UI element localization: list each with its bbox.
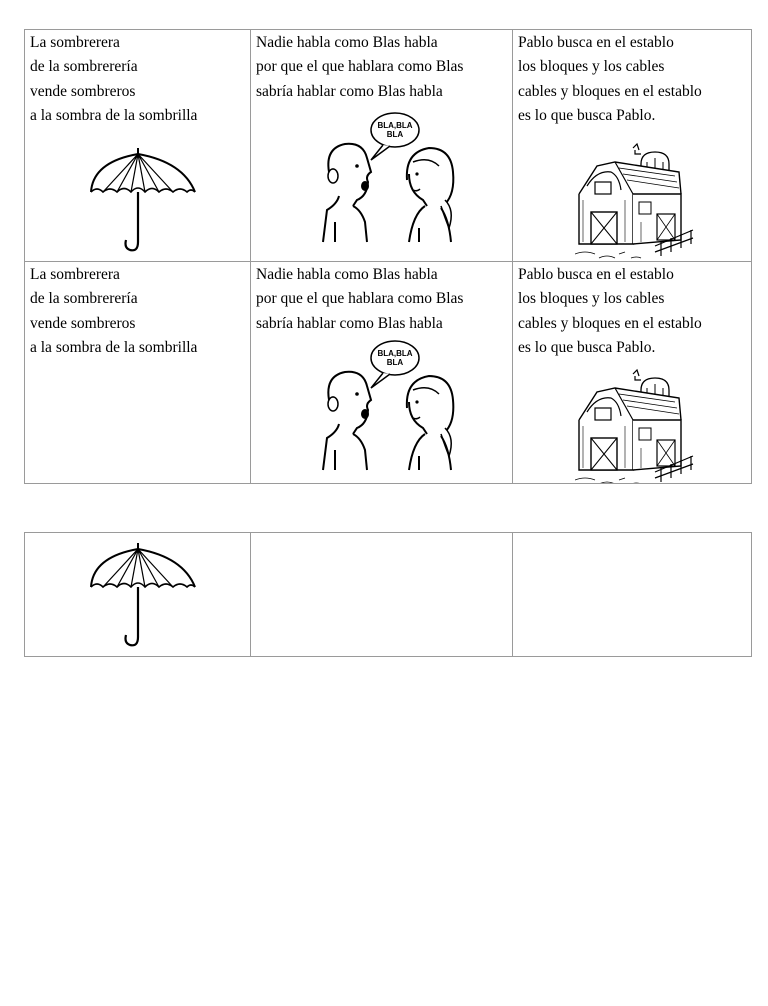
umbrella-icon	[83, 144, 203, 256]
tongue-twister-cards	[24, 29, 752, 484]
pablo-verse	[513, 262, 751, 360]
card-pablo	[513, 30, 752, 262]
verse-line: es lo que busca Pablo.	[518, 338, 656, 356]
verse-line: por que el que hablara como Blas	[256, 290, 464, 308]
speech-bubble-line: BLA	[386, 358, 404, 367]
sombrerera-verse	[25, 30, 250, 128]
speech-bubble-line: BLA	[386, 130, 404, 139]
barn-icon	[575, 142, 695, 260]
verse-line: Nadie habla como Blas habla	[256, 34, 438, 51]
card-sombrerera	[25, 30, 251, 262]
speech-bubble-line: BLA,BLA	[377, 349, 413, 358]
verse-line: cables y bloques en el establo	[518, 82, 702, 100]
verse-line: sabría hablar como Blas habla	[256, 82, 443, 100]
card-pablo	[513, 262, 752, 484]
verse-line: La sombrerera	[30, 34, 120, 51]
talking-people-icon	[313, 338, 463, 472]
verse-line: de la sombrerería	[30, 290, 138, 308]
verse-line: Nadie habla como Blas habla	[256, 266, 438, 283]
verse-line: a la sombra de la sombrilla	[30, 106, 198, 124]
verse-line: de la sombrerería	[30, 58, 138, 76]
card-empty	[251, 533, 513, 657]
barn-icon	[575, 368, 695, 484]
talking-people-icon	[313, 110, 463, 244]
card-blas	[251, 262, 513, 484]
verse-line: los bloques y los cables	[518, 290, 665, 308]
verse-line: a la sombra de la sombrilla	[30, 338, 198, 356]
card-umbrella-image	[25, 533, 251, 657]
verse-line: sabría hablar como Blas habla	[256, 314, 443, 332]
verse-line: vende sombreros	[30, 314, 136, 332]
extra-cards	[24, 532, 752, 657]
verse-line: Pablo busca en el establo	[518, 34, 674, 51]
card-empty	[513, 533, 752, 657]
umbrella-icon	[83, 539, 203, 651]
blas-verse	[251, 30, 512, 104]
verse-line: es lo que busca Pablo.	[518, 106, 656, 124]
verse-line: los bloques y los cables	[518, 58, 665, 76]
verse-line: La sombrerera	[30, 266, 120, 283]
card-sombrerera	[25, 262, 251, 484]
verse-line: Pablo busca en el establo	[518, 266, 674, 283]
blas-verse	[251, 262, 512, 336]
speech-bubble-line: BLA,BLA	[377, 121, 413, 130]
card-blas	[251, 30, 513, 262]
pablo-verse	[513, 30, 751, 128]
verse-line: vende sombreros	[30, 82, 136, 100]
verse-line: cables y bloques en el establo	[518, 314, 702, 332]
sombrerera-verse	[25, 262, 250, 360]
verse-line: por que el que hablara como Blas	[256, 58, 464, 76]
